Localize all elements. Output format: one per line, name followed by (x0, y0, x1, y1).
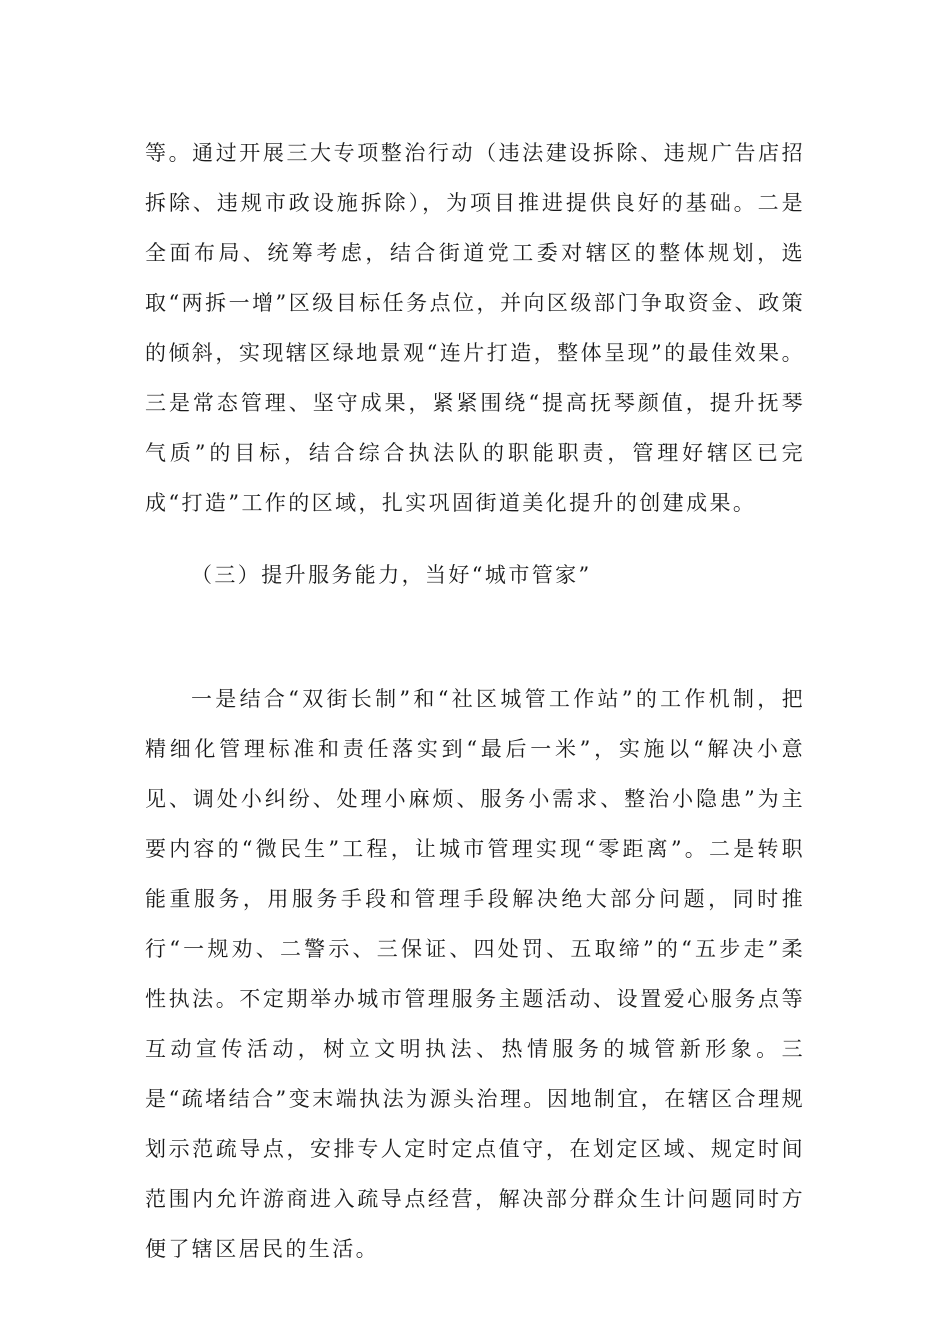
section-heading: （三）提升服务能力，当好“城市管家” (191, 563, 592, 587)
body-paragraph-continued: 等。通过开展三大专项整治行动（违法建设拆除、违规广告店招拆除、违规市政设施拆除），为项目推进提供良好的基础。二是全面布局、统筹考虑，结合街道党工委对辖区的整体规划，选取“两拆一增”区级目标任务点位，并向区级部门争取资金、政策的倾斜，实现辖区绿地景观“连片打造，整体呈现”的最佳效果。三是常态管理、坚守成果，紧紧围绕“提高抚琴颜值，提升抚琴气质”的目标，结合综合执法队的职能职责，管理好辖区已完成“打造”工作的区域，扎实巩固街道美化提升的创建成果。 (145, 141, 805, 515)
body-paragraph: 一是结合“双街长制”和“社区城管工作站”的工作机制，把精细化管理标准和责任落实到“最后一米”，实施以“解决小意见、调处小纠纷、处理小麻烦、服务小需求、整治小隐患”为主要内容的“微民生”工程，让城市管理实现“零距离”。二是转职能重服务，用服务手段和管理手段解决绝大部分问题，同时推行“一规劝、二警示、三保证、四处罚、五取缔”的“五步走”柔性执法。不定期举办城市管理服务主题活动、设置爱心服务点等互动宣传活动，树立文明执法、热情服务的城管新形象。三是“疏堵结合”变末端执法为源头治理。因地制宜，在辖区合理规划示范疏导点，安排专人定时定点值守，在划定区域、规定时间范围内允许游商进入疏导点经营，解决部分群众生计问题同时方便了辖区居民的生活。 (145, 687, 805, 1261)
